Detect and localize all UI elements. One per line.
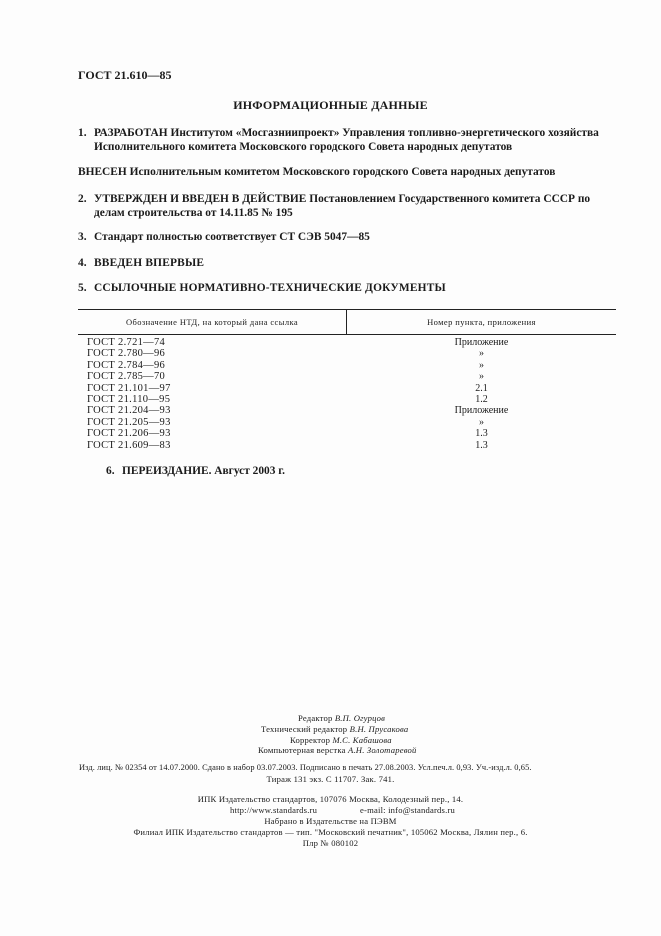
publisher-email[interactable]: e-mail: info@standards.ru	[360, 805, 456, 815]
table-cell-document: ГОСТ 21.110—95	[87, 393, 171, 405]
table-cell-clause: »	[479, 359, 484, 371]
credit-label: Редактор	[298, 713, 333, 723]
table-cell-clause: »	[479, 416, 484, 428]
table-cell-document: ГОСТ 2.784—96	[87, 359, 166, 371]
item-first-introduced	[78, 256, 618, 270]
publisher-website[interactable]: http://www.standards.ru	[230, 805, 318, 815]
table-header-clause: Номер пункта, приложения	[427, 317, 536, 327]
item-text-continued: Исполнительного комитета Московского городского Совета народных депутатов	[94, 141, 513, 153]
table-cell-document: ГОСТ 2.780—96	[87, 348, 166, 360]
table-cell-document: ГОСТ 21.205—93	[87, 416, 171, 428]
table-cell-document: ГОСТ 2.721—74	[87, 337, 166, 348]
table-cell-clause: 1.2	[475, 393, 488, 405]
table-body	[78, 337, 616, 451]
credit-label: Технический редактор	[261, 724, 348, 734]
table-header-document: Обозначение НТД, на который дана ссылка	[125, 317, 299, 327]
table-row	[78, 383, 616, 394]
publication-data: Изд. лиц. № 02354 от 14.07.2000. Сдано в набор 03.07.2003. Подписано в печать 27.08.2003. Усл.печ.л. 0,93. Уч.-изд.л. 0,65.	[79, 763, 532, 772]
gost-code: ГОСТ 21.610—85	[78, 68, 172, 82]
table-row	[78, 337, 616, 348]
table-row	[78, 360, 616, 371]
credit-label: Корректор	[290, 735, 331, 745]
credit-name: А.Н. Золотаревой	[348, 745, 417, 755]
item-text: Стандарт полностью соответствует СТ СЭВ 5047—85	[94, 231, 370, 243]
item-text: ВВЕДЕН ВПЕРВЫЕ	[94, 257, 205, 269]
table-row	[78, 417, 616, 428]
credit-name: В.П. Огурцов	[334, 713, 386, 723]
table-header-rule	[78, 334, 616, 335]
table-cell-document: ГОСТ 21.101—97	[87, 382, 171, 394]
table-cell-document: ГОСТ 21.609—83	[87, 439, 171, 451]
item-conformity	[78, 230, 618, 244]
page-title: ИНФОРМАЦИОННЫЕ ДАННЫЕ	[233, 98, 428, 112]
table-row	[78, 348, 616, 359]
table-cell-clause: 1.3	[475, 428, 488, 440]
item-number: 2.	[78, 193, 87, 205]
item-number: 6.	[106, 465, 115, 477]
item-text: ПЕРЕИЗДАНИЕ. Август 2003 г.	[122, 465, 286, 477]
credit-name: М.С. Кабашова	[332, 735, 392, 745]
license-number: Плр № 080102	[302, 838, 359, 848]
table-cell-document: ГОСТ 21.204—93	[87, 405, 171, 417]
credit-corrector	[290, 735, 392, 745]
table-row	[78, 371, 616, 382]
table-cell-clause: 1.3	[475, 439, 488, 451]
item-text-continued: делам строительства от 14.11.85 № 195	[94, 207, 293, 219]
publisher-address: ИПК Издательство стандартов, 107076 Москва, Колодезный пер., 14.	[197, 794, 464, 804]
printing-branch: Филиал ИПК Издательство стандартов — тип. "Московский печатник", 105062 Москва, Лялин пер., 6.	[133, 827, 528, 837]
table-cell-clause: »	[479, 348, 484, 360]
print-run: Тираж 131 экз. С 11707. Зак. 741.	[266, 774, 395, 784]
item-number: 4.	[78, 257, 87, 269]
item-number: 3.	[78, 231, 87, 243]
table-row	[78, 394, 616, 405]
item-number: 1.	[78, 127, 87, 139]
credit-editor	[298, 713, 385, 723]
credit-tech-editor	[261, 724, 408, 734]
credit-name: В.Н. Прусакова	[349, 724, 409, 734]
item-reissue	[106, 464, 646, 478]
table-cell-document: ГОСТ 2.785—70	[87, 371, 166, 383]
item-reference-documents	[78, 281, 618, 295]
item-text: ССЫЛОЧНЫЕ НОРМАТИВНО-ТЕХНИЧЕСКИЕ ДОКУМЕНТЫ	[94, 282, 446, 294]
typeset-note: Набрано в Издательстве на ПЭВМ	[264, 816, 397, 826]
table-cell-clause: »	[479, 371, 484, 383]
table-row	[78, 440, 616, 451]
credit-layout	[258, 745, 417, 755]
item-text: УТВЕРЖДЕН И ВВЕДЕН В ДЕЙСТВИЕ Постановлением Государственного комитета СССР по	[94, 193, 591, 205]
credit-label: Компьютерная верстка	[258, 745, 346, 755]
table-cell-clause: Приложение	[454, 337, 509, 348]
table-top-rule	[78, 309, 616, 310]
table-row	[78, 405, 616, 416]
table-cell-clause: 2.1	[475, 382, 488, 394]
table-cell-document: ГОСТ 21.206—93	[87, 428, 171, 440]
item-text: ВНЕСЕН Исполнительным комитетом Московского городского Совета народных депутатов	[78, 166, 556, 178]
item-approved	[78, 192, 618, 220]
item-text: РАЗРАБОТАН Институтом «Мосгазниипроект» Управления топливно-энергетического хозяйства	[94, 127, 599, 139]
item-number: 5.	[78, 282, 87, 294]
table-cell-clause: Приложение	[454, 405, 509, 417]
item-introduced-by	[78, 165, 618, 179]
table-row	[78, 428, 616, 439]
item-developed	[78, 126, 618, 154]
